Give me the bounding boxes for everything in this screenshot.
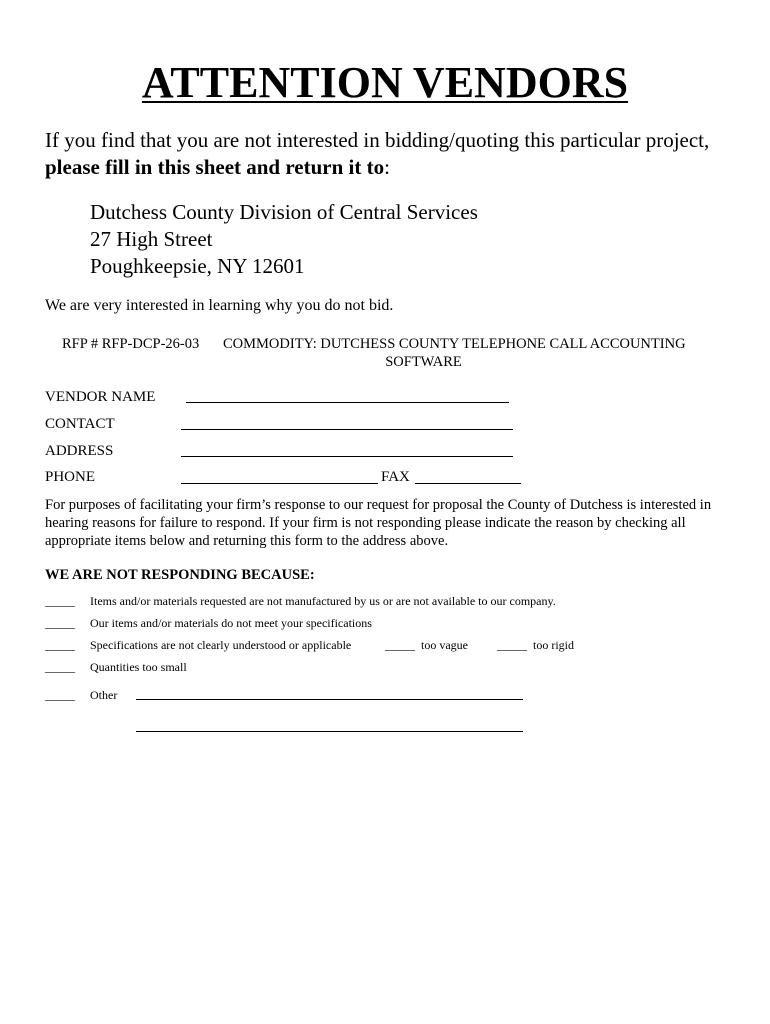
fax-label: FAX [381,469,410,485]
intro-text [45,127,745,181]
reason-4-checkbox[interactable]: _____ [45,660,75,674]
intro-emphasis: please fill in this sheet and return it to [45,155,385,179]
purpose-paragraph: For purposes of facilitating your firm’s response to our request for proposal the County of Dutchess is interested in hearing reasons for failure to respond. If your firm is not responding please indicate the reason by checking all appropriate items below and returning this form to the address above. [45,497,712,549]
reason-2-checkbox[interactable]: _____ [45,616,75,630]
intro-tail: : [384,155,390,179]
phone-label: PHONE [45,469,96,485]
reasons-heading: WE ARE NOT RESPONDING BECAUSE: [45,567,315,583]
rfp-number: RFP # RFP-DCP-26-03 [62,336,200,352]
reason-4-label: Quantities too small [90,660,187,674]
too-rigid-checkbox[interactable]: _____ [497,638,527,652]
too-vague-checkbox[interactable]: _____ [385,638,415,652]
phone-field[interactable] [181,483,378,484]
fax-field[interactable] [415,483,521,484]
address-field[interactable] [181,456,513,457]
address-line-2: 27 High Street [90,227,213,251]
vendor-name-field[interactable] [186,402,509,403]
reason-5-checkbox[interactable]: _____ [45,688,75,702]
address-label: ADDRESS [45,443,114,459]
other-reason-field-2[interactable] [136,731,523,732]
vendor-name-label: VENDOR NAME [45,389,156,405]
address-line-3: Poughkeepsie, NY 12601 [90,254,305,278]
commodity-line-2: SOFTWARE [385,354,462,370]
other-reason-field-1[interactable] [136,699,523,700]
interest-note: We are very interested in learning why you do not bid. [45,297,394,314]
reason-3-checkbox[interactable]: _____ [45,638,75,652]
reason-1-label: Items and/or materials requested are not manufactured by us or are not available to our company. [90,594,556,608]
address-line-1: Dutchess County Division of Central Services [90,200,478,224]
reason-5-label: Other [90,688,118,702]
too-vague-label: too vague [421,638,468,652]
contact-field[interactable] [181,429,513,430]
reason-2-label: Our items and/or materials do not meet your specifications [90,616,372,630]
page-title: ATTENTION VENDORS [141,58,629,107]
too-rigid-label: too rigid [533,638,574,652]
intro-lead: If you find that you are not interested in bidding/quoting this particular project, [45,128,710,152]
reason-3-label: Specifications are not clearly understood or applicable [90,638,352,652]
contact-label: CONTACT [45,416,115,432]
commodity-line-1: COMMODITY: DUTCHESS COUNTY TELEPHONE CALL ACCOUNTING [223,336,686,352]
reason-1-checkbox[interactable]: _____ [45,594,75,608]
